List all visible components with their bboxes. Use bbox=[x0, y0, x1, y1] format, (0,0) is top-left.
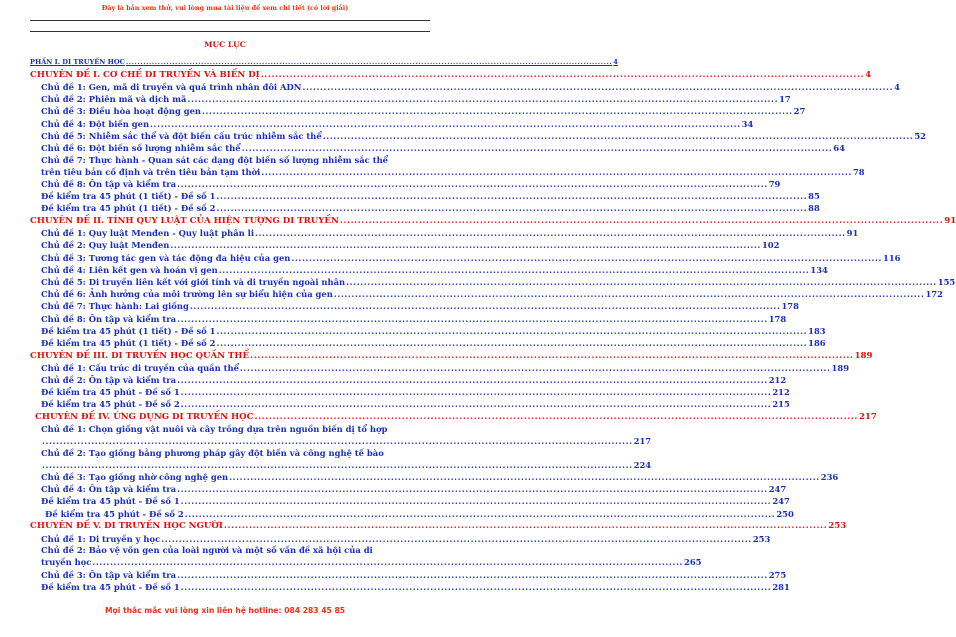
toc-entry[interactable] bbox=[30, 105, 806, 117]
toc-dot-leader bbox=[42, 459, 633, 471]
toc-dot-leader bbox=[177, 569, 768, 581]
toc-entry[interactable] bbox=[30, 190, 820, 202]
toc-page-number: 4 bbox=[894, 81, 900, 92]
toc-page-number: 212 bbox=[768, 375, 787, 386]
toc-dot-leader bbox=[240, 362, 831, 374]
toc-entry-title: PHẦN I. DI TRUYỀN HỌC bbox=[30, 58, 125, 66]
toc-dot-leader bbox=[187, 93, 778, 105]
toc-entry-title: Đề kiểm tra 45 phút - Đề số 1 bbox=[41, 496, 180, 507]
toc-entry-title: Chủ đề 5: Nhiễm sắc thể và đột biến cấu trúc nhiễm sắc thể bbox=[41, 130, 322, 141]
toc-entry-title: Chủ đề 1: Chọn giống vật nuôi và cây trồng dựa trên nguồn biến dị tổ hợp bbox=[41, 423, 388, 434]
toc-dot-leader bbox=[181, 398, 772, 410]
toc-entry-title: Chủ đề 8: Ôn tập và kiểm tra bbox=[41, 313, 177, 324]
toc-dot-leader bbox=[302, 81, 893, 93]
toc-page-number: 247 bbox=[772, 496, 790, 507]
toc-entry-title: Chủ đề 2: Bảo vệ vốn gen của loài người và một số vấn đề xã hội của di bbox=[41, 545, 373, 556]
toc-page-number: 253 bbox=[828, 521, 847, 532]
toc-entry[interactable] bbox=[30, 495, 790, 507]
toc-page-number: 215 bbox=[772, 399, 790, 410]
toc-dot-leader bbox=[150, 118, 741, 130]
toc-dot-leader bbox=[217, 190, 808, 202]
preview-notice: Đây là bản xem thử, vui lòng mua tài liệu để xem chi tiết (có lời giải) bbox=[101, 4, 349, 12]
toc-entry[interactable] bbox=[30, 178, 781, 190]
toc-entry-title: Chủ đề 8: Ôn tập và kiểm tra bbox=[41, 178, 177, 189]
toc-dot-leader bbox=[242, 142, 833, 154]
toc-dot-leader bbox=[177, 313, 768, 325]
toc-dot-leader bbox=[42, 435, 633, 447]
toc-page-number: 189 bbox=[854, 350, 873, 361]
toc-entry-title: Chủ đề 3: Ôn tập và kiểm tra bbox=[41, 569, 177, 580]
toc-entry-title: Đề kiểm tra 45 phút - Đề số 1 bbox=[41, 387, 180, 398]
toc-entry[interactable] bbox=[30, 276, 956, 288]
toc-dot-leader bbox=[181, 495, 772, 507]
toc-entry-title: Chủ đề 4: Ôn tập và kiểm tra bbox=[41, 484, 177, 495]
toc-page-number: 91 bbox=[944, 216, 956, 227]
toc-entry[interactable] bbox=[30, 581, 790, 593]
toc-entry[interactable] bbox=[30, 154, 428, 166]
toc-page-number: 183 bbox=[808, 325, 826, 336]
toc-page-number: 85 bbox=[808, 191, 820, 202]
toc-page-number: 172 bbox=[925, 289, 943, 300]
toc-entry[interactable] bbox=[30, 398, 790, 410]
toc-entry[interactable] bbox=[30, 556, 702, 568]
toc-page-number: 178 bbox=[768, 313, 787, 324]
toc-dot-leader bbox=[261, 69, 864, 81]
toc-entry-title: Chủ đề 5: Di truyền liên kết với giới tính và di truyền ngoài nhân bbox=[41, 277, 346, 287]
toc-entry[interactable] bbox=[30, 545, 428, 557]
hotline-notice: Mọi thắc mắc vui lòng xin liên hệ hotline: 084 283 45 85 bbox=[104, 606, 346, 615]
toc-entry[interactable] bbox=[30, 447, 428, 459]
toc-entry-title: Đề kiểm tra 45 phút (1 tiết) - Đề số 2 bbox=[41, 337, 216, 348]
toc-entry[interactable] bbox=[30, 374, 787, 386]
toc-entry-title: Đề kiểm tra 45 phút - Đề số 2 bbox=[45, 508, 184, 519]
toc-entry-title: Đề kiểm tra 45 phút (1 tiết) - Đề số 1 bbox=[41, 191, 216, 202]
toc-dot-leader bbox=[177, 374, 768, 386]
toc-entry-title: CHUYÊN ĐỀ II. TÍNH QUY LUẬT CỦA HIỆN TƯỢNG DI TRUYỀN bbox=[30, 216, 339, 227]
toc-entry[interactable] bbox=[30, 568, 787, 580]
toc-entry[interactable] bbox=[30, 435, 652, 447]
toc-page-number: 27 bbox=[793, 106, 806, 117]
toc-dot-leader bbox=[255, 411, 858, 423]
toc-page-number: 253 bbox=[752, 533, 771, 544]
toc-page-number: 236 bbox=[820, 472, 839, 483]
toc-dot-leader bbox=[217, 325, 808, 337]
toc-entry-title: Chủ đề 6: Ảnh hưởng của môi trường lên sự biểu hiện của gen bbox=[41, 289, 333, 300]
toc-page-number: 155 bbox=[937, 277, 956, 287]
toc-entry[interactable] bbox=[30, 312, 787, 324]
header-rule-bottom bbox=[30, 31, 430, 32]
toc-page-number: 52 bbox=[914, 130, 927, 141]
header-rule-top bbox=[30, 20, 430, 21]
toc-page-number: 134 bbox=[810, 264, 828, 275]
toc-entry[interactable] bbox=[30, 362, 850, 374]
toc-dot-leader bbox=[170, 239, 761, 251]
toc-entry[interactable] bbox=[30, 349, 873, 362]
toc-page-number: 217 bbox=[858, 412, 877, 423]
toc-page-number: 102 bbox=[761, 240, 780, 251]
toc-entry-title: Chủ đề 2: Tạo giống bằng phương pháp gây đột biến và công nghệ tế bào bbox=[41, 447, 384, 458]
toc-entry[interactable] bbox=[30, 483, 787, 495]
toc-entry[interactable] bbox=[30, 459, 652, 471]
toc-entry[interactable] bbox=[30, 142, 845, 154]
toc-entry[interactable] bbox=[30, 264, 828, 276]
toc-entry-title: Chủ đề 7: Thực hành - Quan sát các dạng đột biến số lượng nhiễm sắc thể bbox=[41, 154, 388, 165]
toc-dot-leader bbox=[177, 483, 768, 495]
toc-entry-title: Chủ đề 6: Đột biến số lượng nhiễm sắc thể bbox=[41, 142, 241, 153]
toc-entry[interactable] bbox=[30, 117, 754, 129]
toc-page-number: 275 bbox=[768, 569, 787, 580]
toc-dot-leader bbox=[224, 520, 827, 532]
toc-page-number: 224 bbox=[633, 459, 652, 470]
toc-entry-title: Chủ đề 3: Điều hòa hoạt động gen bbox=[41, 106, 202, 117]
toc-entry[interactable] bbox=[30, 532, 771, 544]
toc-entry-title: Chủ đề 4: Đột biến gen bbox=[41, 118, 150, 129]
toc-page-number: 178 bbox=[781, 301, 799, 312]
toc-entry-title: truyền học bbox=[41, 557, 92, 568]
toc-page-number: 17 bbox=[779, 94, 791, 105]
toc-entry-title: Đề kiểm tra 45 phút (1 tiết) - Đề số 2 bbox=[41, 203, 216, 214]
toc-entry[interactable] bbox=[30, 93, 791, 105]
toc-dot-leader bbox=[181, 386, 772, 398]
toc-page-number: 247 bbox=[768, 484, 787, 495]
toc-dot-leader bbox=[161, 533, 752, 545]
toc-page-number: 212 bbox=[772, 387, 790, 398]
toc-dot-leader bbox=[250, 350, 853, 362]
toc-page-number: 91 bbox=[846, 228, 859, 239]
toc-entry[interactable] bbox=[30, 239, 780, 251]
toc-dot-leader bbox=[340, 215, 943, 227]
toc-page-number: 281 bbox=[772, 581, 790, 592]
toc-entry-title: Chủ đề 2: Phiên mã và dịch mã bbox=[41, 94, 187, 105]
toc-entry-title: Chủ đề 1: Di truyền y học bbox=[41, 533, 161, 544]
toc-entry[interactable] bbox=[30, 288, 943, 300]
toc-dot-leader bbox=[181, 581, 772, 593]
toc-dot-leader bbox=[185, 508, 776, 520]
toc-dot-leader bbox=[219, 264, 810, 276]
toc-dot-leader bbox=[255, 227, 846, 239]
toc-entry[interactable] bbox=[30, 386, 790, 398]
toc-dot-leader bbox=[334, 288, 925, 300]
toc-entry[interactable] bbox=[30, 227, 859, 239]
toc-page-number: 265 bbox=[684, 557, 702, 568]
toc-dot-leader bbox=[202, 105, 793, 117]
toc-entry[interactable] bbox=[30, 166, 865, 178]
toc-entry[interactable] bbox=[30, 423, 428, 435]
toc-page-number: 4 bbox=[865, 69, 872, 80]
toc-entry-title: CHUYÊN ĐỀ I. CƠ CHẾ DI TRUYỀN VÀ BIẾN DỊ bbox=[30, 69, 260, 80]
toc-page-number: 64 bbox=[833, 142, 845, 153]
toc-dot-leader bbox=[291, 252, 882, 264]
toc-title: MỤC LỤC bbox=[204, 40, 246, 49]
toc-page-number: 217 bbox=[633, 436, 652, 447]
toc-entry[interactable] bbox=[30, 325, 826, 337]
toc-entry[interactable] bbox=[30, 214, 956, 227]
toc-entry-title: Đề kiểm tra 45 phút (1 tiết) - Đề số 1 bbox=[41, 325, 216, 336]
toc-entry[interactable] bbox=[30, 410, 877, 423]
toc-entry[interactable] bbox=[30, 68, 872, 81]
toc-entry-title: CHUYÊN ĐỀ III. DI TRUYỀN HỌC QUẦN THỂ bbox=[30, 350, 250, 361]
toc-entry[interactable] bbox=[30, 507, 794, 519]
toc-entry[interactable] bbox=[30, 471, 839, 483]
toc-dot-leader bbox=[92, 556, 683, 568]
toc-page-number: 250 bbox=[776, 508, 794, 519]
toc-entry[interactable] bbox=[30, 58, 618, 68]
toc-entry-title: CHUYÊN ĐỀ IV. ỨNG DỤNG DI TRUYỀN HỌC bbox=[35, 412, 254, 423]
toc-entry-title: trên tiêu bản cố định và trên tiêu bản tạm thời bbox=[41, 166, 261, 177]
toc-entry[interactable] bbox=[30, 251, 901, 263]
toc-dot-leader bbox=[190, 300, 781, 312]
toc-dot-leader bbox=[217, 202, 808, 214]
toc-page-number: 78 bbox=[852, 166, 865, 177]
toc-entry-title: Chủ đề 1: Cấu trúc di truyền của quần thể bbox=[41, 362, 239, 373]
toc-page-number: 116 bbox=[883, 252, 901, 263]
toc-entry[interactable] bbox=[30, 337, 826, 349]
toc-entry-title: Chủ đề 3: Tạo giống nhờ công nghệ gen bbox=[41, 472, 229, 483]
toc-entry[interactable] bbox=[30, 130, 927, 142]
toc-entry[interactable] bbox=[30, 81, 900, 93]
toc-entry-title: CHUYÊN ĐỀ V. DI TRUYỀN HỌC NGƯỜI bbox=[30, 521, 223, 532]
toc-dot-leader bbox=[177, 178, 768, 190]
toc-entry-title: Chủ đề 2: Quy luật Menđen bbox=[41, 240, 170, 251]
toc-dot-leader bbox=[217, 337, 808, 349]
toc-entry[interactable] bbox=[30, 520, 847, 533]
toc-entry-title: Chủ đề 7: Thực hành: Lai giống bbox=[41, 301, 189, 312]
toc-entry-title: Chủ đề 1: Quy luật Menđen - Quy luật phân li bbox=[41, 228, 254, 239]
toc-page-number: 186 bbox=[808, 337, 826, 348]
toc-dot-leader bbox=[323, 130, 914, 142]
toc-entry[interactable] bbox=[30, 300, 799, 312]
toc-page-number: 79 bbox=[768, 178, 781, 189]
toc-dot-leader bbox=[229, 471, 820, 483]
toc-dot-leader bbox=[126, 56, 612, 68]
toc-page-number: 34 bbox=[741, 118, 754, 129]
toc-dot-leader bbox=[261, 166, 852, 178]
toc-entry[interactable] bbox=[30, 202, 820, 214]
toc-entry-title: Chủ đề 2: Ôn tập và kiểm tra bbox=[41, 375, 177, 386]
toc-page-number: 189 bbox=[831, 362, 850, 373]
toc-entry-title: Đề kiểm tra 45 phút - Đề số 1 bbox=[41, 581, 180, 592]
toc-entry-title: Chủ đề 4: Liên kết gen và hoán vị gen bbox=[41, 264, 218, 275]
toc-entry-title: Đề kiểm tra 45 phút - Đề số 2 bbox=[41, 399, 180, 410]
table-of-contents bbox=[30, 58, 956, 593]
toc-page-number: 4 bbox=[613, 58, 618, 66]
toc-entry-title: Chủ đề 1: Gen, mã di truyền và quá trình nhân đôi ADN bbox=[41, 81, 302, 92]
toc-entry-title: Chủ đề 3: Tương tác gen và tác động đa hiệu của gen bbox=[41, 252, 291, 263]
toc-page-number: 88 bbox=[808, 203, 820, 214]
toc-dot-leader bbox=[346, 276, 937, 288]
